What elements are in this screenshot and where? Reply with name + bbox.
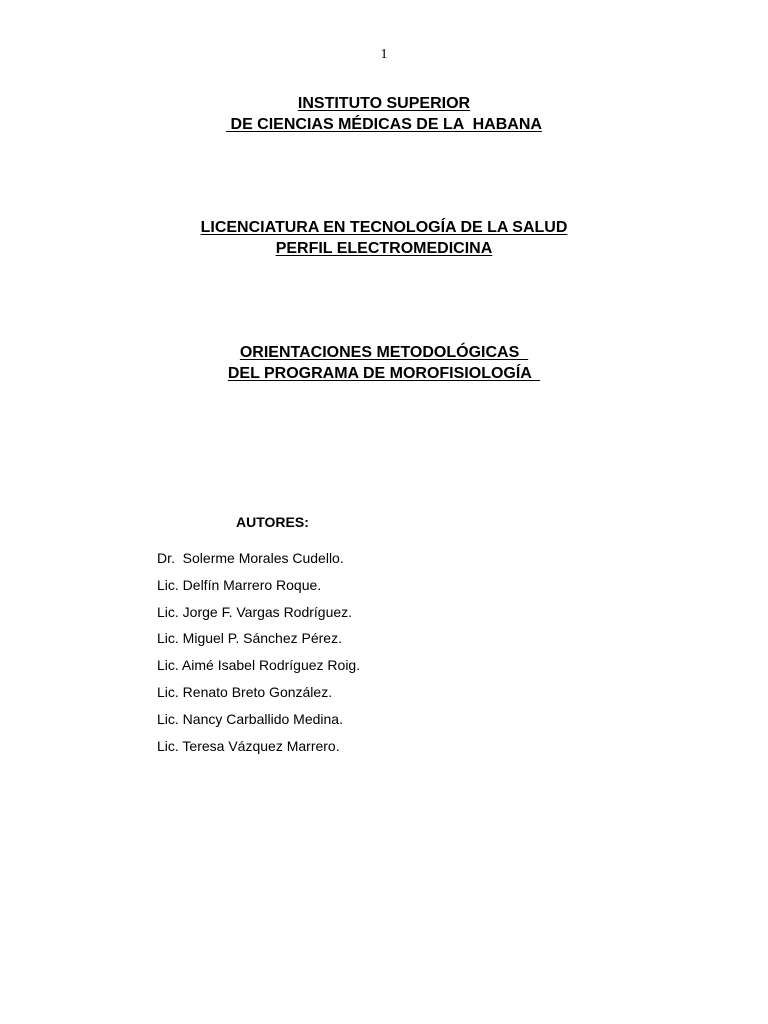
institute-line-1 <box>0 93 768 114</box>
degree-line-1 <box>0 217 768 238</box>
author-item: Lic. Teresa Vázquez Marrero. <box>157 737 340 754</box>
program-line-1-text: ORIENTACIONES METODOLÓGICAS <box>239 344 529 361</box>
institute-line-2-text: DE CIENCIAS MÉDICAS DE LA HABANA <box>226 116 542 133</box>
institute-heading <box>0 93 768 135</box>
program-line-1 <box>0 342 768 363</box>
author-item: Lic. Nancy Carballido Medina. <box>157 710 343 727</box>
program-line-2 <box>0 363 768 384</box>
authors-label: AUTORES: <box>236 514 309 530</box>
degree-heading <box>0 217 768 259</box>
author-item: Dr. Solerme Morales Cudello. <box>157 550 344 566</box>
page-number: 1 <box>380 47 388 62</box>
author-item: Lic. Renato Breto González. <box>157 683 333 700</box>
institute-line-2 <box>0 114 768 135</box>
program-line-2-text: DEL PROGRAMA DE MOROFISIOLOGÍA <box>227 365 541 382</box>
author-item: Lic. Delfín Marrero Roque. <box>157 576 322 593</box>
degree-line-2 <box>0 238 768 259</box>
degree-line-1-text: LICENCIATURA EN TECNOLOGÍA DE LA SALUD <box>200 219 568 236</box>
author-item: Lic. Jorge F. Vargas Rodríguez. <box>157 603 353 620</box>
program-heading <box>0 342 768 384</box>
authors-list <box>157 549 360 763</box>
degree-line-2-text: PERFIL ELECTROMEDICINA <box>275 240 493 257</box>
institute-line-1-text: INSTITUTO SUPERIOR <box>297 95 471 112</box>
author-item: Lic. Miguel P. Sánchez Pérez. <box>157 630 342 647</box>
author-item: Lic. Aimé Isabel Rodríguez Roig. <box>157 657 361 674</box>
